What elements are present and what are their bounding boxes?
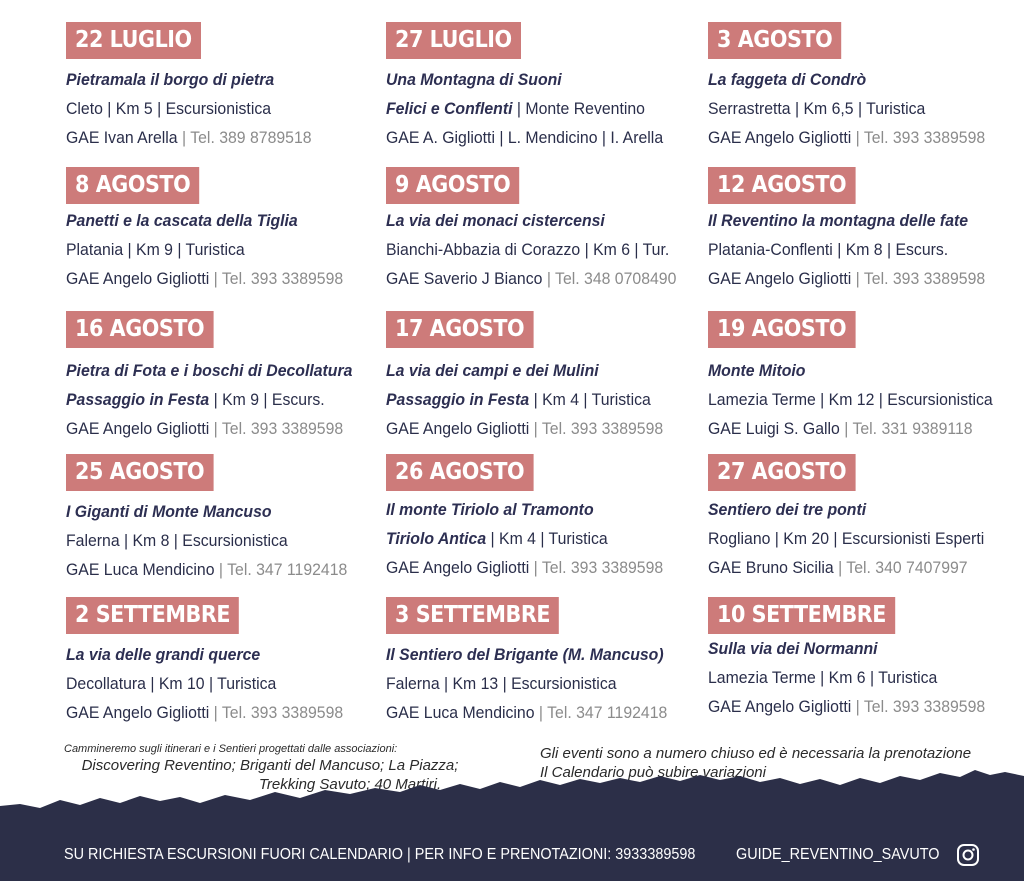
event-guide: [708, 123, 1006, 152]
event-subtitle: Tiriolo Antica: [386, 529, 487, 548]
guide-phone: | Tel. 393 3389598: [533, 558, 664, 577]
event-title: Sulla via dei Normanni: [708, 639, 878, 658]
guide-name: GAE Angelo Gigliotti: [66, 269, 210, 288]
event-location: | Monte Reventino: [516, 99, 645, 118]
guide-name: GAE Angelo Gigliotti: [66, 419, 210, 438]
event-date: 16 AGOSTO: [66, 311, 213, 348]
event-date: 3 AGOSTO: [708, 22, 841, 59]
guide-name: GAE Luca Mendicino: [386, 703, 535, 722]
event-details: [66, 385, 364, 414]
event-guide: [66, 555, 364, 584]
event-guide: GAE A. Gigliotti | L. Mendicino | I. Arella: [386, 128, 664, 147]
guide-name: GAE Ivan Arella: [66, 128, 178, 147]
guide-phone: | Tel. 393 3389598: [855, 128, 986, 147]
event-details: Decollatura | Km 10 | Turistica: [66, 674, 277, 693]
event-details: Serrastretta | Km 6,5 | Turistica: [708, 99, 926, 118]
event-date: 17 AGOSTO: [386, 311, 533, 348]
event-guide: [708, 692, 1006, 721]
event-card: [66, 22, 386, 152]
event-details: Falerna | Km 8 | Escursionistica: [66, 531, 288, 550]
event-date: 12 AGOSTO: [708, 167, 855, 204]
event-subtitle: Passaggio in Festa: [386, 390, 530, 409]
guide-name: GAE Luca Mendicino: [66, 560, 215, 579]
guide-name: GAE Bruno Sicilia: [708, 558, 834, 577]
event-guide: [386, 698, 684, 727]
event-card: [66, 454, 386, 584]
event-date: 19 AGOSTO: [708, 311, 855, 348]
event-details: Lamezia Terme | Km 12 | Escursionistica: [708, 390, 993, 409]
event-card: [386, 597, 706, 727]
event-card: [708, 597, 1024, 721]
event-date: 25 AGOSTO: [66, 454, 213, 491]
event-date: 3 SETTEMBRE: [386, 597, 559, 634]
event-guide: [386, 264, 684, 293]
event-guide: [66, 414, 364, 443]
guide-name: GAE Angelo Gigliotti: [708, 697, 852, 716]
event-date: 27 LUGLIO: [386, 22, 521, 59]
event-title: Il Sentiero del Brigante (M. Mancuso): [386, 645, 664, 664]
event-guide: [386, 414, 684, 443]
guide-phone: | Tel. 393 3389598: [213, 419, 344, 438]
event-date: 22 LUGLIO: [66, 22, 201, 59]
event-card: [708, 454, 1024, 582]
guide-name: GAE Angelo Gigliotti: [708, 269, 852, 288]
event-title: Una Montagna di Suoni: [386, 70, 562, 89]
event-card: [386, 22, 706, 152]
event-date: 27 AGOSTO: [708, 454, 855, 491]
event-card: [386, 311, 706, 443]
event-details: Rogliano | Km 20 | Escursionisti Esperti: [708, 529, 985, 548]
event-subtitle: Passaggio in Festa: [66, 390, 210, 409]
event-date: 8 AGOSTO: [66, 167, 199, 204]
event-subtitle: Felici e Conflenti: [386, 99, 513, 118]
event-guide: [386, 553, 684, 582]
guide-name: GAE Saverio J Bianco: [386, 269, 543, 288]
guide-phone: | Tel. 348 0708490: [546, 269, 677, 288]
guide-phone: | Tel. 393 3389598: [855, 697, 986, 716]
event-details: [386, 524, 684, 553]
event-card: [708, 167, 1024, 293]
event-card: [66, 597, 386, 727]
event-location: | Km 4 | Turistica: [490, 529, 608, 548]
footer-bar: [0, 840, 1024, 870]
guide-name: GAE Angelo Gigliotti: [708, 128, 852, 147]
event-date: 10 SETTEMBRE: [708, 597, 895, 634]
event-title: La via dei campi e dei Mulini: [386, 361, 599, 380]
event-location: | Km 4 | Turistica: [533, 390, 651, 409]
event-details: [386, 94, 684, 123]
event-guide: [66, 698, 364, 727]
event-title: Il Reventino la montagna delle fate: [708, 211, 969, 230]
guide-name: GAE Angelo Gigliotti: [66, 703, 210, 722]
event-card: [386, 167, 706, 293]
event-details: Cleto | Km 5 | Escursionistica: [66, 99, 272, 118]
event-guide: [708, 414, 1006, 443]
event-title: Pietra di Fota e i boschi di Decollatura: [66, 361, 353, 380]
event-details: [386, 385, 684, 414]
instagram-icon[interactable]: [956, 843, 980, 867]
event-title: La via delle grandi querce: [66, 645, 261, 664]
guide-phone: | Tel. 393 3389598: [213, 269, 344, 288]
guide-phone: | Tel. 389 8789518: [182, 128, 312, 147]
guide-phone: | Tel. 393 3389598: [855, 269, 986, 288]
event-details: Falerna | Km 13 | Escursionistica: [386, 674, 617, 693]
guide-phone: | Tel. 340 7407997: [838, 558, 968, 577]
guide-phone: | Tel. 347 1192418: [218, 560, 348, 579]
event-details: Bianchi-Abbazia di Corazzo | Km 6 | Tur.: [386, 240, 670, 259]
event-details: Platania-Conflenti | Km 8 | Escurs.: [708, 240, 949, 259]
guide-name: GAE Angelo Gigliotti: [386, 419, 530, 438]
event-card: [708, 22, 1024, 152]
associations-line2: Trekking Savuto; 40 Martiri.: [258, 776, 442, 793]
event-title: La faggeta di Condrò: [708, 70, 867, 89]
event-guide: [708, 264, 1006, 293]
booking-note-line1: Gli eventi sono a numero chiuso ed è necessaria la prenotazione: [540, 745, 972, 762]
event-title: Pietramala il borgo di pietra: [66, 70, 275, 89]
guide-phone: | Tel. 347 1192418: [538, 703, 668, 722]
event-location: | Km 9 | Escurs.: [213, 390, 325, 409]
footer-handle[interactable]: GUIDE_REVENTINO_SAVUTO: [736, 846, 940, 863]
associations-intro: Cammineremo sugli itinerari e i Sentieri progettati dalle associazioni:: [64, 743, 398, 755]
event-card: [708, 311, 1024, 443]
event-title: Sentiero dei tre ponti: [708, 500, 867, 519]
guide-phone: | Tel. 393 3389598: [213, 703, 344, 722]
event-card: [66, 311, 386, 443]
booking-note-line2: Il Calendario può subire variazioni: [540, 764, 766, 781]
event-card: [66, 167, 386, 293]
event-title: Il monte Tiriolo al Tramonto: [386, 500, 594, 519]
event-title: La via dei monaci cistercensi: [386, 211, 605, 230]
event-title: Panetti e la cascata della Tiglia: [66, 211, 298, 230]
guide-phone: | Tel. 331 9389118: [844, 419, 973, 438]
guide-phone: | Tel. 393 3389598: [533, 419, 664, 438]
event-details: Platania | Km 9 | Turistica: [66, 240, 245, 259]
event-date: 2 SETTEMBRE: [66, 597, 239, 634]
event-guide: [66, 123, 364, 152]
associations-line1: Discovering Reventino; Briganti del Mancuso; La Piazza;: [81, 757, 459, 774]
event-guide: [708, 553, 1006, 582]
event-title: Monte Mitoio: [708, 361, 806, 380]
event-guide: [66, 264, 364, 293]
footer-info: SU RICHIESTA ESCURSIONI FUORI CALENDARIO | PER INFO E PRENOTAZIONI: 3933389598: [64, 846, 696, 863]
event-card: [386, 454, 706, 582]
guide-name: GAE Luigi S. Gallo: [708, 419, 840, 438]
event-date: 9 AGOSTO: [386, 167, 519, 204]
event-title: I Giganti di Monte Mancuso: [66, 502, 272, 521]
guide-name: GAE Angelo Gigliotti: [386, 558, 530, 577]
event-date: 26 AGOSTO: [386, 454, 533, 491]
event-details: Lamezia Terme | Km 6 | Turistica: [708, 668, 938, 687]
